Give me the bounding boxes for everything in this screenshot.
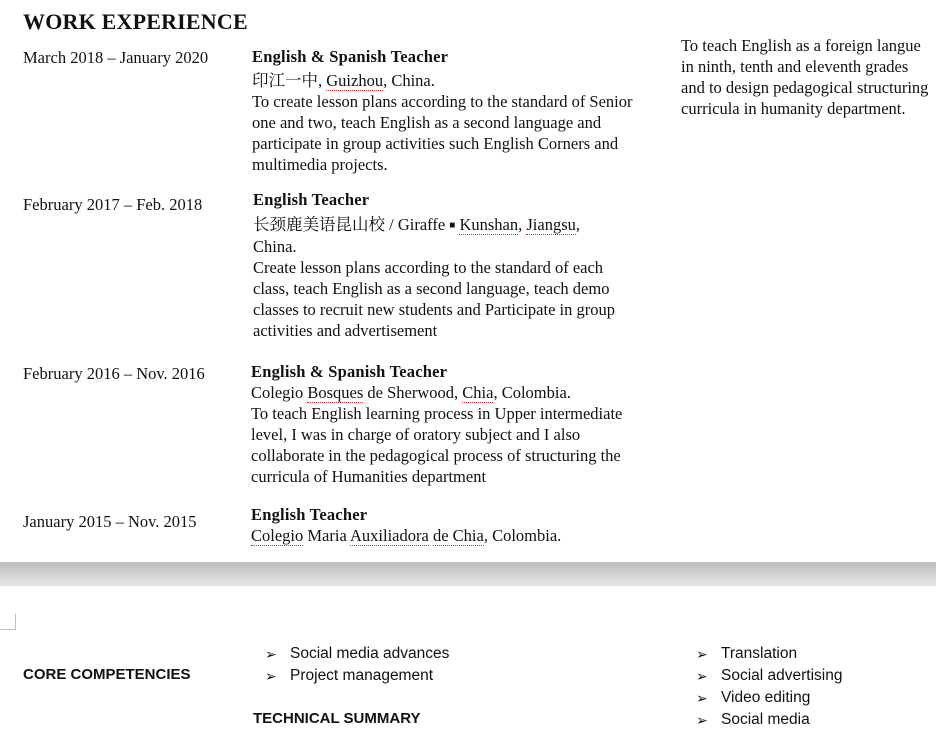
list-item-label: Video editing [721,689,811,706]
margin-corner-marker [0,614,16,630]
entry-date: February 2016 – Nov. 2016 [23,364,205,383]
place-chinese-name: 印江一中 [252,71,318,90]
place-school-word: Auxiliadora [350,526,429,545]
arrow-bullet-icon: ➢ [265,646,277,662]
place-city: Kunshan [459,215,519,234]
resume-page-2 [0,586,936,734]
place-school-word: de Chia [432,526,484,545]
bullet-separator: ■ [449,220,456,231]
place-chinese-name: 长颈鹿美语昆山校 [253,215,385,234]
place-province: Jiangsu [526,215,576,234]
list-item-label: Social media [721,711,810,728]
page-break-gap [0,562,936,586]
entry-body [252,46,647,175]
arrow-bullet-icon: ➢ [696,712,708,728]
entry-role: English & Spanish Teacher [251,362,448,381]
arrow-bullet-icon: ➢ [265,668,277,684]
place-school-word: Bosques [307,383,364,402]
list-item [265,643,449,665]
arrow-bullet-icon: ➢ [696,668,708,684]
list-item-label: Social advertising [721,667,843,684]
entry-body [251,504,643,546]
entry-body [251,361,643,487]
side-note: To teach English as a foreign langue in ninth, tenth and eleventh grades and to design pedagogical structuring curricula in humanity department. [681,36,929,118]
entry-role: English Teacher [251,505,368,524]
entry-body [253,189,623,341]
work-experience-heading: WORK EXPERIENCE [23,9,248,34]
entry-date: January 2015 – Nov. 2015 [23,512,197,531]
list-item-label: Translation [721,645,798,662]
list-item-label: Social media advances [290,645,450,662]
entry-place: Colegio Maria Auxiliadora de Chia, Colombia. [251,526,562,545]
technical-summary-title: TECHNICAL SUMMARY [253,710,421,727]
competencies-list-1 [265,643,449,687]
arrow-bullet-icon: ➢ [696,646,708,662]
entry-description: To create lesson plans according to the standard of Senior one and two, teach English as a second language and participate in group activities such English Corners and multimedia projects. [252,92,633,174]
place-city: Chia [462,383,494,402]
place-school-word: Colegio [251,526,304,545]
entry-role: English & Spanish Teacher [252,47,449,66]
list-item [696,687,842,709]
list-item [696,665,842,687]
list-item [265,665,449,687]
entry-role: English Teacher [253,190,370,209]
place-country: China. [391,71,435,90]
entry-description: To teach English learning process in Upper intermediate level, I was in charge of oratory subject and I also collaborate in the pedagogical process of structuring the curricula of Humanities department [251,404,623,486]
entry-date: February 2017 – Feb. 2018 [23,195,203,214]
list-item [696,643,842,665]
arrow-bullet-icon: ➢ [696,690,708,706]
entry-date: March 2018 – January 2020 [23,48,209,67]
list-item-label: Project management [290,667,434,684]
core-competencies-title: CORE COMPETENCIES [23,666,191,683]
entry-place: Colegio Bosques de Sherwood, Chia, Colombia. [251,383,571,402]
entry-place: 印江一中, Guizhou, China. [252,71,435,90]
competencies-list-2 [696,643,842,731]
place-city: Guizhou [326,71,384,90]
entry-place: 长颈鹿美语昆山校 / Giraffe ■ Kunshan, Jiangsu, China. [253,215,581,256]
entry-description: Create lesson plans according to the standard of each class, teach English as a second language, teach demo classes to recruit new students and Participate in group activities and advertisement [253,258,615,340]
list-item [696,709,842,731]
